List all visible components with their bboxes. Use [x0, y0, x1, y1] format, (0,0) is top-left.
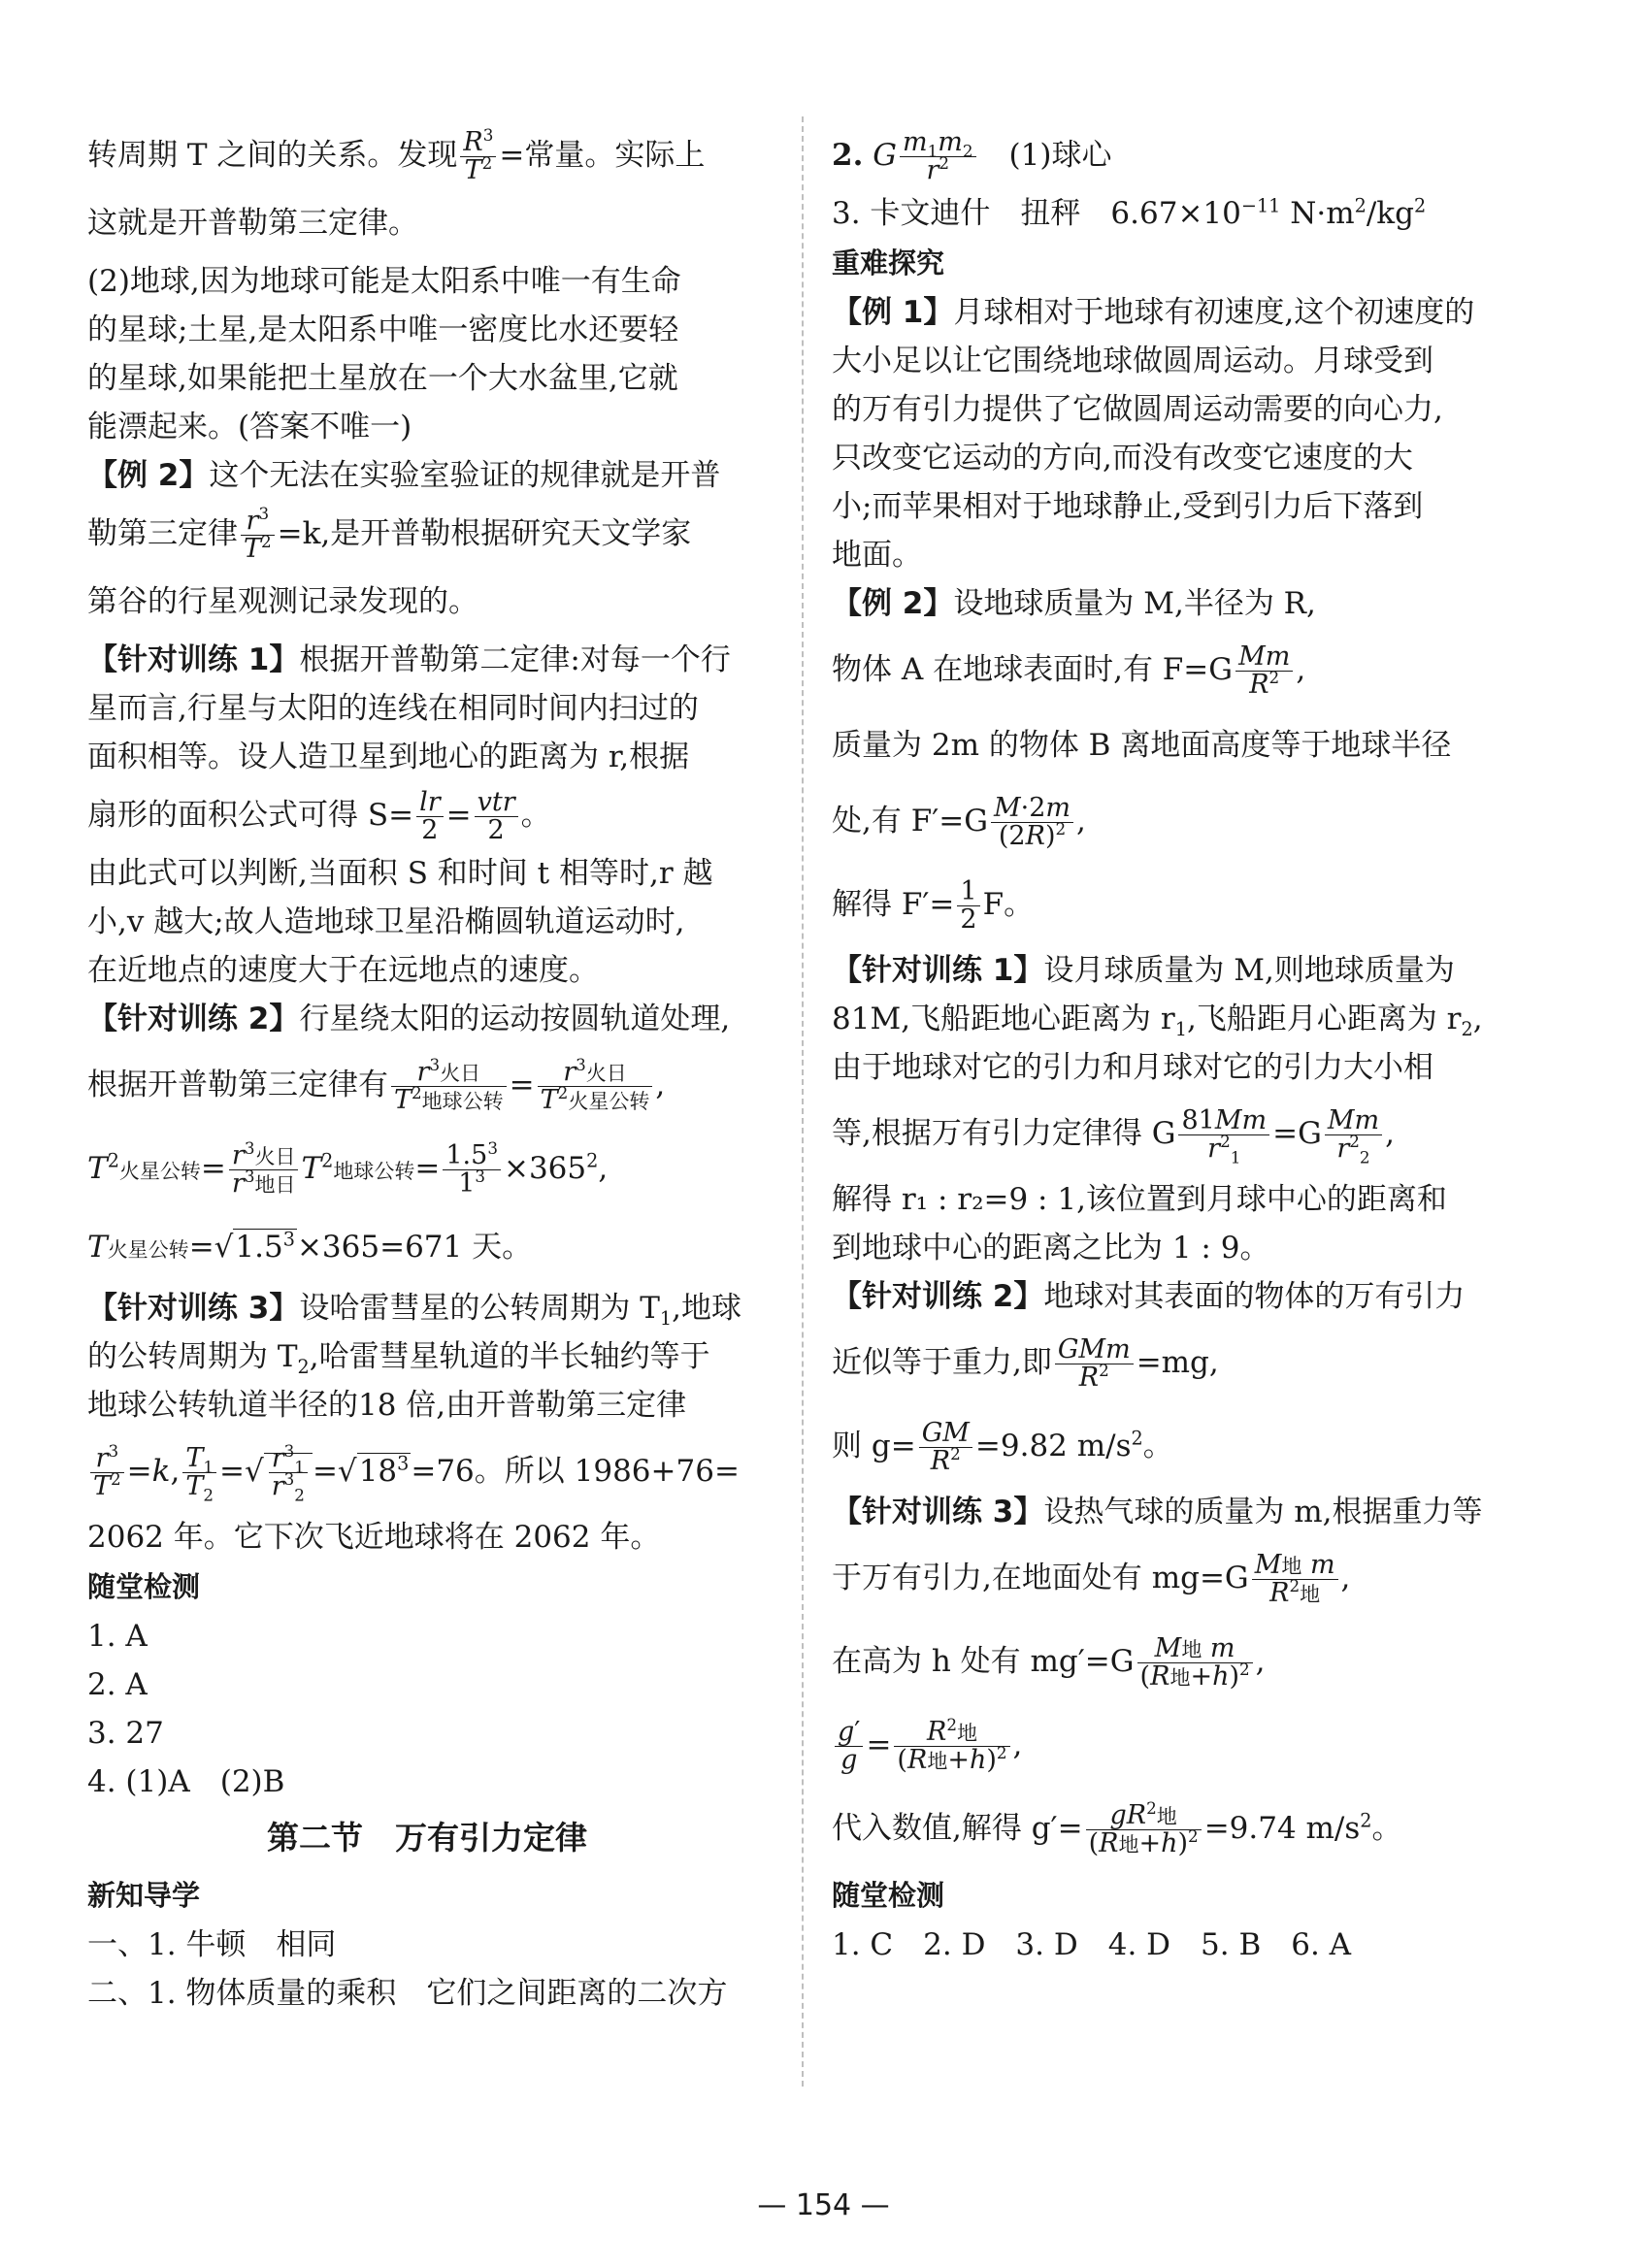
text: ,飞船距月心距离为 r [1186, 1002, 1462, 1036]
formula-fraction: $\frac{lr}{2}$ [416, 789, 444, 845]
formula-line [832, 779, 1531, 863]
formula-line [832, 863, 1531, 946]
text: 代入数值,解得 g′= [832, 1811, 1083, 1846]
formula-line: $\frac{g'}{g}$ = $\frac{R^2地}{(R地+h)^2}$ , [832, 1703, 1531, 1787]
text-line: 扇形的面积公式可得 S= $\frac{lr}{2}$ = $\frac{\text{vtr}}{2}$ 。 [87, 786, 551, 845]
text: 转周期 T 之间的关系。发现 [87, 138, 458, 173]
right-column [832, 121, 1531, 1969]
text: ×365 [503, 1151, 587, 1186]
text: 。 [1142, 1429, 1173, 1463]
formula-fraction: $\frac{r^3火日}{T^2火星公转}$ [538, 1059, 653, 1115]
text: 的公转周期为 T [87, 1339, 298, 1374]
text-line: 【针对训练 3】设哈雷彗星的公转周期为 $T_1$,地球 [87, 1291, 741, 1331]
formula-line: 则 g= $\frac{GM}{R^2}$ =9.82 $m/s^2$。 [832, 1417, 1173, 1476]
column-divider [802, 116, 804, 2087]
text: , [1076, 804, 1086, 838]
answer-item: 1. A [87, 1619, 148, 1654]
example-tag: 【例 1】 [832, 295, 954, 330]
text: 设热气球的质量为 m,根据重力等 [1043, 1495, 1483, 1529]
text: , [1296, 652, 1306, 687]
answer-item: 二、1. 物体质量的乘积 它们之间距离的二次方 [87, 1976, 728, 2011]
text: 根据开普勒第三定律有 [87, 1068, 388, 1102]
text-line: 地球公转轨道半径的18 倍,由开普勒第三定律 [87, 1388, 687, 1423]
text-line: 第谷的行星观测记录发现的。 [87, 584, 478, 619]
formula-line: 代入数值,解得 g′= $\frac{gR^2地}{(R地+h)^2}$ =9.74 $m/s^2$。 [832, 1797, 1402, 1858]
formula-fraction: $\frac{\text{M地 m}}{R^2地}$ [1252, 1552, 1338, 1608]
formula-fraction: $\frac{1.5^3}{1^3}$ [443, 1142, 501, 1199]
text: ×365=671 天。 [296, 1230, 533, 1265]
text: =76。所以 1986+76= [411, 1454, 740, 1489]
text: (1)球心 [1008, 138, 1112, 173]
example-tag: 【例 2】 [832, 586, 954, 621]
formula-fraction: $\frac{T_1}{T_2}$ [182, 1445, 216, 1501]
formula-fraction: $\frac{m_1m_2}{r^2}$ [900, 129, 976, 185]
text-line [832, 288, 1531, 337]
text: 勒第三定律 [87, 516, 238, 551]
section-title: 第二节 万有引力定律 [267, 1819, 587, 1857]
text: 3. 卡文迪什 扭秤 6.67×10 [832, 196, 1241, 231]
section-heading: 新知导学 [87, 1879, 201, 1912]
text-line: 星而言,行星与太阳的连线在相同时间内扫过的 [87, 691, 699, 726]
text-line: 根据开普勒第三定律有 $\frac{r^3火日}{T^2地球公转}$ = $\frac{r^3火日}{T^2火星公转}$ , [87, 1054, 666, 1115]
text-line [87, 451, 767, 500]
text: =mg, [1136, 1345, 1219, 1380]
text: 81M,飞船距地心距离为 r [832, 1002, 1175, 1036]
formula-fraction: $\frac{81Mm}{r^2_1}$ [1178, 1107, 1269, 1164]
text-line: 质量为 2m 的物体 B 离地面高度等于地球半径 [832, 728, 1452, 763]
text-line: 81M,飞船距地心距离为 $r_1$,飞船距月心距离为 $r_2$, [832, 1002, 1483, 1041]
text-line [87, 636, 767, 684]
text-line: 能漂起来。(答案不唯一) [87, 410, 412, 444]
text-line [832, 1488, 1531, 1536]
answer-item: 1. C 2. D 3. D 4. D 5. B 6. A [832, 1927, 1352, 1962]
text: 扇形的面积公式可得 S= [87, 798, 414, 833]
text: 设月球质量为 M,则地球质量为 [1043, 953, 1455, 988]
formula-fraction: $\frac{r^3火日}{r^3地日}$ [229, 1142, 299, 1199]
text: 处,有 F′=G [832, 804, 988, 838]
text: 月球相对于地球有初速度,这个初速度的 [953, 295, 1475, 330]
practice-tag: 【针对训练 1】 [87, 642, 300, 677]
formula-line: T火星公转$=√1.5^3\times 365=671$ 天。 [87, 1228, 533, 1265]
text-line: 小,v 越大;故人造地球卫星沿椭圆轨道运动时, [87, 904, 685, 939]
text: 根据开普勒第二定律:对每一个行 [299, 642, 731, 677]
text-line: (2)地球,因为地球可能是太阳系中唯一有生命 [87, 264, 681, 299]
formula-fraction: $\frac{R^3}{T^2}$ [460, 129, 496, 185]
text: 则 g= [832, 1429, 916, 1463]
text: ,地球 [672, 1291, 741, 1326]
text: , [1012, 1727, 1023, 1762]
text-line [832, 946, 1531, 995]
text: F。 [982, 887, 1035, 922]
formula-line [832, 1536, 1531, 1620]
formula-fraction: $\frac{Mm}{r^2_2}$ [1325, 1107, 1382, 1164]
formula-line [832, 1092, 1531, 1175]
text-line: 由于地球对它的引力和月球对它的引力大小相 [832, 1050, 1433, 1085]
answer-item: 2. A [87, 1667, 148, 1702]
formula-line [832, 628, 1531, 711]
formula-fraction: $\frac{r^3}{T^2}$ [241, 508, 275, 564]
text-line: 这就是开普勒第三定律。 [87, 206, 418, 241]
text-line [87, 121, 767, 189]
text: N·m [1280, 196, 1355, 231]
text: 设哈雷彗星的公转周期为 T [299, 1291, 660, 1326]
formula-fraction: $\frac{\text{GMm}}{R^2}$ [1055, 1336, 1134, 1393]
text-line: 的星球;土星,是太阳系中唯一密度比水还要轻 [87, 312, 679, 347]
text: 于万有引力,在地面处有 mg=G [832, 1561, 1249, 1595]
text: =常量。实际上 [499, 138, 706, 173]
formula-line: 2. G $\frac{m_1m_2}{r^2}$ (1)球心 [832, 126, 1112, 185]
formula-line [832, 1321, 1531, 1404]
text: 地球对其表面的物体的万有引力 [1043, 1279, 1466, 1314]
practice-tag: 【针对训练 3】 [832, 1495, 1044, 1529]
text-line: 的万有引力提供了它做圆周运动需要的向心力, [832, 392, 1443, 427]
text: 设地球质量为 M,半径为 R, [953, 586, 1316, 621]
text-line [832, 1272, 1531, 1321]
section-heading: 重难探究 [832, 247, 945, 279]
text: 行星绕太阳的运动按圆轨道处理, [299, 1002, 731, 1036]
example-tag: 【例 2】 [87, 458, 210, 493]
text: 。 [520, 798, 551, 833]
text: =k,是开普勒根据研究天文学家 [277, 516, 692, 551]
text-line: 的公转周期为 $T_2$,哈雷彗星轨道的半长轴约等于 [87, 1339, 710, 1379]
formula-fraction: $\frac{g'}{g}$ [835, 1719, 863, 1775]
text-line: 由此式可以判断,当面积 S 和时间 t 相等时,r 越 [87, 856, 713, 891]
text-line: 到地球中心的距离之比为 1 : 9。 [832, 1231, 1270, 1265]
text-line: 的星球,如果能把土星放在一个大水盆里,它就 [87, 361, 678, 396]
formula-fraction: $\frac{r^3}{T^2}$ [90, 1445, 124, 1501]
text: , [1340, 1561, 1351, 1595]
text: =9.82 m/s [974, 1429, 1132, 1463]
formula-fraction: $\frac{M\cdot 2m}{(2R)^2}$ [991, 795, 1073, 851]
text: , [1385, 1116, 1395, 1151]
text-line [832, 579, 1531, 628]
text-line: 解得 r₁ : r₂=9 : 1,该位置到月球中心的距离和 [832, 1182, 1447, 1217]
formula-fraction: $\frac{r^3火日}{T^2地球公转}$ [391, 1059, 507, 1115]
text: 在高为 h 处有 mg′=G [832, 1644, 1135, 1679]
text-line [87, 995, 767, 1043]
left-column [87, 121, 767, 2018]
practice-tag: 【针对训练 1】 [832, 953, 1044, 988]
section-heading: 随堂检测 [87, 1570, 201, 1603]
text-line: 小;而苹果相对于地球静止,受到引力后下落到 [832, 489, 1424, 524]
formula-fraction: $\frac{gR^2地}{(R地+h)^2}$ [1086, 1802, 1202, 1858]
practice-tag: 【针对训练 2】 [87, 1002, 300, 1036]
text-line: 面积相等。设人造卫星到地心的距离为 r,根据 [87, 740, 690, 774]
text: 。 [1371, 1811, 1402, 1846]
text: , [1472, 1002, 1483, 1036]
text-line: 2062 年。它下次飞近地球将在 2062 年。 [87, 1520, 661, 1555]
text-line: 在近地点的速度大于在远地点的速度。 [87, 953, 599, 988]
text: , [1255, 1644, 1266, 1679]
answer-item: 一、1. 牛顿 相同 [87, 1927, 337, 1962]
practice-tag: 【针对训练 3】 [87, 1291, 300, 1326]
text: 物体 A 在地球表面时,有 F=G [832, 652, 1234, 687]
text-line: 地面。 [832, 538, 922, 573]
practice-tag: 【针对训练 2】 [832, 1279, 1044, 1314]
answer-item: 4. (1)A (2)B [87, 1764, 285, 1799]
text: /kg [1366, 196, 1414, 231]
formula-line: $\frac{r^3}{T^2}$ =k, $\frac{T_1}{T_2}$ =√ $\frac{r^3_1}{r^3_2}$ $=√18^3=76$。所以 1986+76= [87, 1430, 767, 1513]
page-number: — 154 — [757, 2188, 890, 2222]
text-line [87, 500, 767, 568]
text: 这个无法在实验室验证的规律就是开普 [209, 458, 721, 493]
text: 解得 F′= [832, 887, 955, 922]
text-line: 只改变它运动的方向,而没有改变它速度的大 [832, 441, 1413, 476]
text: ,哈雷彗星轨道的半长轴约等于 [309, 1339, 710, 1374]
text: 近似等于重力,即 [832, 1345, 1052, 1380]
text: =9.74 m/s [1203, 1811, 1361, 1846]
formula-fraction: $\frac{\text{M地 m}}{(R地+h)^2}$ [1137, 1635, 1253, 1692]
formula-line [832, 1620, 1531, 1703]
text: 等,根据万有引力定律得 G [832, 1116, 1176, 1151]
formula-fraction: $\frac{R^2地}{(R地+h)^2}$ [894, 1719, 1009, 1775]
formula-fraction: $\frac{GM}{R^2}$ [919, 1420, 972, 1476]
text: =G [1272, 1116, 1322, 1151]
formula-fraction: $\frac{1}{2}$ [957, 878, 979, 935]
text-line: 大小足以让它围绕地球做圆周运动。月球受到 [832, 344, 1433, 378]
formula-fraction: $\frac{Mm}{R^2}$ [1235, 643, 1293, 700]
answer-item: 3. 27 [87, 1716, 164, 1751]
text-line: 3. 卡文迪什 扭秤 $6.67\times 10^{-11}$ $N\cdot m^2/kg^2$ [832, 194, 1427, 231]
section-heading: 随堂检测 [832, 1879, 945, 1912]
formula-fraction: $\frac{\text{vtr}}{2}$ [475, 789, 518, 845]
formula-line: $T^2$火星公转= $\frac{r^3火日}{r^3地日}$ $T^2$地球公转= $\frac{1.5^3}{1^3}$ $\times 365^2$, [87, 1137, 609, 1199]
